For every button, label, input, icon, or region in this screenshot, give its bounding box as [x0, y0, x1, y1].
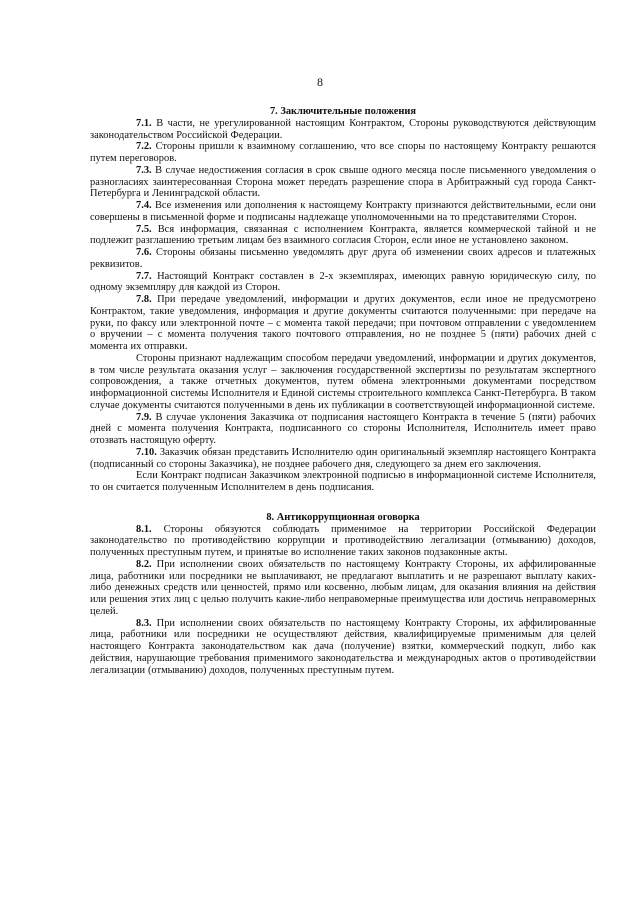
clause-number: 7.4.	[136, 200, 152, 211]
clause-text: Стороны обязуются соблюдать применимое на территории Российской Федерации законодательство по противодействию коррупции и противодействию легализации (отмыванию) доходов, полученных преступным путем, и принятые во исполнение таких законов подзаконные акты.	[90, 523, 596, 558]
clause-paragraph	[90, 412, 596, 447]
clause-number: 7.8.	[136, 294, 152, 305]
clause-number: 8.2.	[136, 558, 152, 570]
clause-number: 7.7.	[136, 270, 152, 282]
clause-text: Вся информация, связанная с исполнением Контракта, является коммерческой тайной и не подлежит разглашению третьим лицам без взаимного согласия Сторон, если иное не установлено законом.	[90, 223, 596, 247]
clause-number: 7.2.	[136, 141, 152, 153]
section-8	[90, 512, 596, 677]
clause-text: Стороны признают надлежащим способом передачи уведомлений, информации и других документов, в том числе результата оказания услуг – заключения государственной экспертизы по результатам экспертного сопровождения, а также отчетных документов, путем обмена электронными документами посредством информационной системы Исполнителя и Единой системы строительного комплекса Санкт-Петербурга. В таком случае документы считаются полученными в день их публикации в соответствующей информационной системе.	[90, 352, 596, 411]
clause-paragraph	[90, 618, 596, 677]
clause-number: 7.6.	[136, 247, 152, 258]
clause-paragraph	[90, 559, 596, 618]
clause-paragraph	[90, 294, 596, 353]
clause-paragraph	[90, 353, 596, 412]
clause-number: 7.10.	[136, 446, 157, 458]
clause-number: 7.9.	[136, 411, 152, 423]
clause-text: В случае недостижения согласия в срок свыше одного месяца после письменного уведомления о разногласиях заинтересованная Сторона может передать разрешение спора в Арбитражный суд города Санкт-Петербурга и Ленинградской области.	[90, 164, 596, 200]
clause-text: Стороны обязаны письменно уведомлять друг друга об изменении своих адресов и платежных реквизитов.	[90, 247, 596, 270]
clause-paragraph	[90, 470, 596, 494]
clause-text: В случае уклонения Заказчика от подписания настоящего Контракта в течение 5 (пяти) рабочих дней с момента получения Контракта, подписанного со стороны Исполнителя, Исполнитель имеет право отозвать настоящую оферту.	[90, 411, 596, 446]
clause-paragraph	[90, 141, 596, 165]
section-7	[90, 106, 596, 494]
clause-text: Если Контракт подписан Заказчиком электронной подписью в информационной системе Исполнителя, то он считается полученным Исполнителем в день подписания.	[90, 470, 596, 493]
clause-number: 8.3.	[136, 617, 152, 629]
clause-paragraph	[90, 200, 596, 224]
clause-number: 7.3.	[136, 164, 152, 176]
clause-number: 8.1.	[136, 523, 152, 535]
section-7-title: 7. Заключительные положения	[269, 106, 417, 117]
clause-text: При исполнении своих обязательств по настоящему Контракту Стороны, их аффилированные лица, работники или посредники не осуществляют действия, квалифицируемые применимым для целей настоящего Контракта законодательством как дача (получение) взятки, коммерческий подкуп, либо как действия, нарушающие требования применимого законодательства и международных актов о противодействии легализации (отмыванию) доходов, полученных преступным путем.	[90, 617, 596, 676]
clause-paragraph	[90, 447, 596, 471]
section-7-body	[90, 118, 596, 494]
clause-number: 7.1.	[136, 117, 152, 129]
clause-paragraph	[90, 118, 596, 142]
clause-number: 7.5.	[136, 223, 152, 235]
clause-paragraph	[90, 524, 596, 559]
clause-paragraph	[90, 224, 596, 248]
clause-text: Заказчик обязан представить Исполнителю один оригинальный экземпляр настоящего Контракта (подписанный со стороны Заказчика), не позднее рабочего дня, следующего за днем его заключения.	[90, 446, 596, 470]
clause-text: При передаче уведомлений, информации и других документов, если иное не предусмотрено Контрактом, такие уведомления, информация и другие документы считаются полученными: при передаче на руки, по факсу или электронной почте – с момента такой передачи; при почтовом отправлении с уведомлением о вручении – с момента получения такого почтового отправления, но не позднее 5 (пяти) рабочих дней с момента их отправки.	[90, 294, 596, 352]
clause-text: Настоящий Контракт составлен в 2-х экземплярах, имеющих равную юридическую силу, по одному экземпляру для каждой из Сторон.	[90, 270, 596, 294]
clause-text: В части, не урегулированной настоящим Контрактом, Стороны руководствуются действующим законодательством Российской Федерации.	[90, 117, 596, 141]
section-8-title: 8. Антикоррупционная оговорка	[266, 511, 420, 523]
clause-paragraph	[90, 165, 596, 200]
page-number: 8	[317, 75, 323, 89]
clause-text: Все изменения или дополнения к настоящему Контракту признаются действительными, если они совершены в письменной форме и подписаны надлежаще уполномоченными на то представителями Сторон.	[90, 200, 596, 223]
clause-paragraph	[90, 247, 596, 271]
clause-paragraph	[90, 271, 596, 295]
clause-text: Стороны пришли к взаимному соглашению, что все споры по настоящему Контракту решаются путем переговоров.	[90, 141, 596, 164]
clause-text: При исполнении своих обязательств по настоящему Контракту Стороны, их аффилированные лица, работники или посредники не выплачивают, не предлагают выплатить и не разрешают выплату каких-либо денежных средств или ценностей, прямо или косвенно, любым лицам, для оказания влияния на действия или решения этих лиц с целью получить какие-либо неправомерные преимущества или достичь неправомерных целей.	[90, 558, 596, 617]
section-8-body	[90, 524, 596, 677]
